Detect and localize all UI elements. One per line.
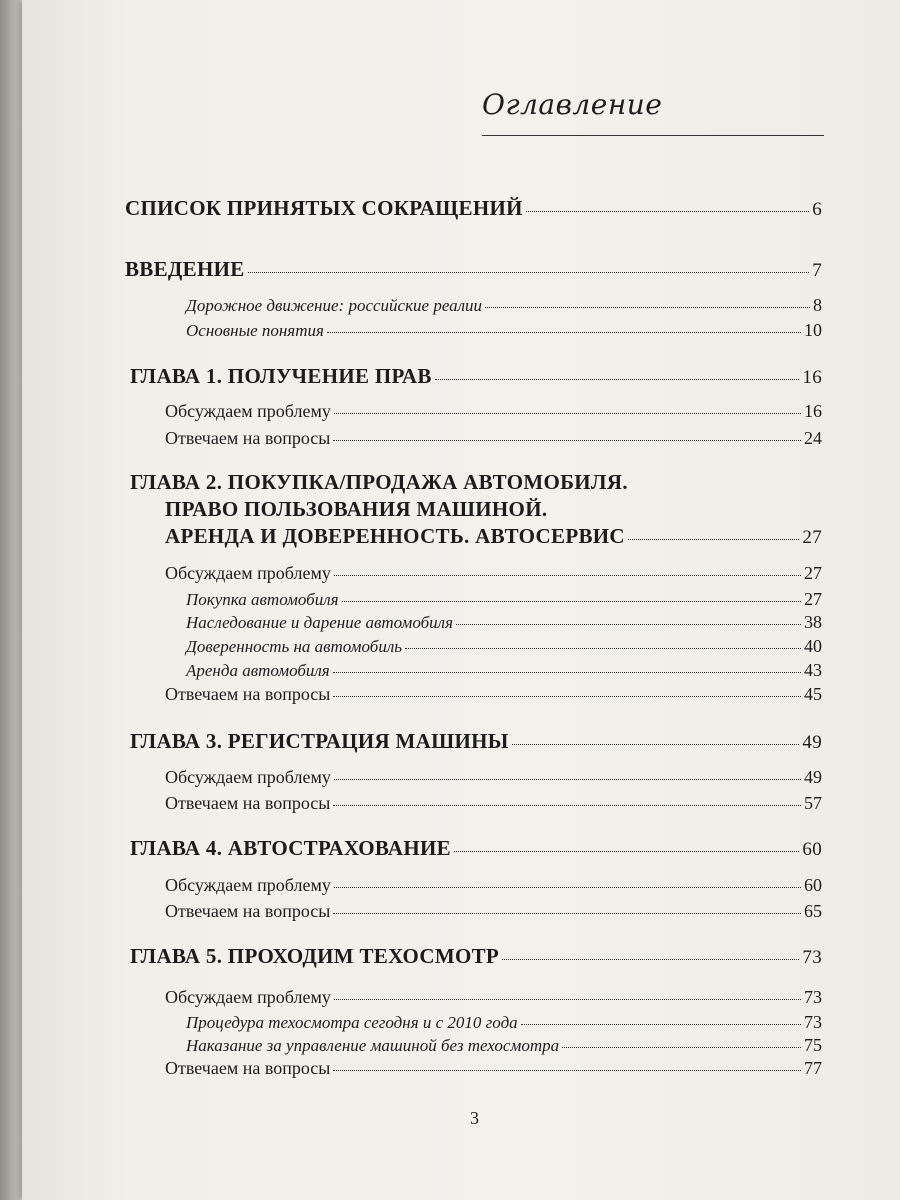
dot-leader: [456, 624, 801, 625]
toc-entry-ch5-answers[interactable]: Отвечаем на вопросы 77: [165, 1058, 822, 1078]
toc-entry-abbreviations[interactable]: СПИСОК ПРИНЯТЫХ СОКРАЩЕНИЙ 6: [125, 196, 822, 220]
dot-leader: [502, 959, 799, 960]
toc-entry-car-rental[interactable]: Аренда автомобиля 43: [186, 660, 822, 680]
dot-leader: [334, 413, 801, 414]
toc-entry-chapter-5[interactable]: ГЛАВА 5. ПРОХОДИМ ТЕХОСМОТР 73: [130, 944, 822, 968]
dot-leader: [333, 672, 801, 673]
toc-entry-inspection-procedure[interactable]: Процедура техосмотра сегодня и с 2010 года 73: [186, 1012, 822, 1032]
dot-leader: [454, 851, 799, 852]
toc-entry-ch4-problem[interactable]: Обсуждаем проблему 60: [165, 875, 822, 895]
dot-leader: [334, 779, 801, 780]
dot-leader: [526, 211, 809, 212]
dot-leader: [248, 272, 810, 273]
dot-leader: [512, 744, 800, 745]
dot-leader: [405, 648, 801, 649]
toc-entry-chapter-2[interactable]: АРЕНДА И ДОВЕРЕННОСТЬ. АВТОСЕРВИС 27: [165, 524, 822, 548]
dot-leader: [333, 1070, 801, 1071]
toc-entry-chapter-1[interactable]: ГЛАВА 1. ПОЛУЧЕНИЕ ПРАВ 16: [130, 364, 822, 388]
toc-entry-chapter-2-line-2[interactable]: ПРАВО ПОЛЬЗОВАНИЯ МАШИНОЙ.: [165, 497, 548, 521]
toc-entry-ch2-answers[interactable]: Отвечаем на вопросы 45: [165, 684, 822, 704]
toc-entry-ch4-answers[interactable]: Отвечаем на вопросы 65: [165, 901, 822, 921]
toc-entry-ch3-answers[interactable]: Отвечаем на вопросы 57: [165, 793, 822, 813]
dot-leader: [333, 805, 801, 806]
toc-entry-basic-concepts[interactable]: Основные понятия 10: [186, 320, 822, 340]
toc-entry-chapter-4[interactable]: ГЛАВА 4. АВТОСТРАХОВАНИЕ 60: [130, 836, 822, 860]
toc-entry-ch5-problem[interactable]: Обсуждаем проблему 73: [165, 987, 822, 1007]
dot-leader: [327, 332, 801, 333]
toc-entry-inspection-penalty[interactable]: Наказание за управление машиной без техосмотра 75: [186, 1035, 822, 1055]
toc-entry-ch1-problem[interactable]: Обсуждаем проблему 16: [165, 401, 822, 421]
dot-leader: [628, 539, 800, 540]
page-number: 3: [470, 1108, 479, 1128]
dot-leader: [334, 575, 801, 576]
dot-leader: [333, 440, 801, 441]
dot-leader: [562, 1047, 801, 1048]
toc-entry-russian-realities[interactable]: Дорожное движение: российские реалии 8: [186, 295, 822, 315]
dot-leader: [435, 379, 800, 380]
toc-entry-ch3-problem[interactable]: Обсуждаем проблему 49: [165, 767, 822, 787]
dot-leader: [521, 1024, 801, 1025]
toc-entry-buying-car[interactable]: Покупка автомобиля 27: [186, 589, 822, 609]
toc-heading: Оглавление: [482, 88, 663, 121]
dot-leader: [334, 999, 801, 1000]
toc-entry-ch1-answers[interactable]: Отвечаем на вопросы 24: [165, 428, 822, 448]
toc-entry-chapter-3[interactable]: ГЛАВА 3. РЕГИСТРАЦИЯ МАШИНЫ 49: [130, 729, 822, 753]
toc-entry-power-of-attorney[interactable]: Доверенность на автомобиль 40: [186, 636, 822, 656]
toc-entry-inheritance[interactable]: Наследование и дарение автомобиля 38: [186, 612, 822, 632]
toc-entry-chapter-2-line-1[interactable]: ГЛАВА 2. ПОКУПКА/ПРОДАЖА АВТОМОБИЛЯ.: [130, 470, 628, 494]
dot-leader: [342, 601, 801, 602]
toc-entry-ch2-problem[interactable]: Обсуждаем проблему 27: [165, 563, 822, 583]
dot-leader: [333, 913, 801, 914]
dot-leader: [485, 307, 810, 308]
dot-leader: [334, 887, 801, 888]
toc-entry-introduction[interactable]: ВВЕДЕНИЕ 7: [125, 257, 822, 281]
dot-leader: [333, 696, 801, 697]
